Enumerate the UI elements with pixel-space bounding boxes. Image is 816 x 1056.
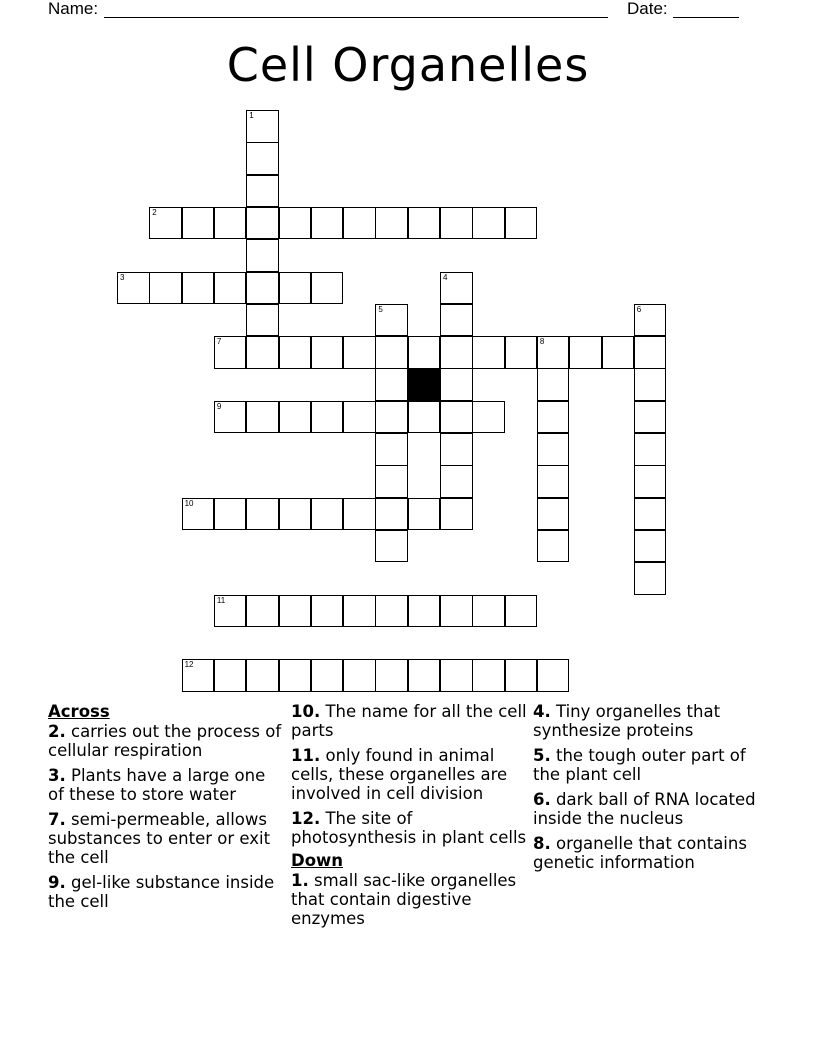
clue-item xyxy=(533,834,773,872)
clue-item-text: the tough outer part of the plant cell xyxy=(533,746,746,784)
grid-cell[interactable] xyxy=(440,207,473,240)
grid-cell[interactable] xyxy=(505,595,538,628)
grid-cell[interactable] xyxy=(182,272,215,305)
clue-item xyxy=(533,746,773,784)
grid-cell[interactable] xyxy=(246,175,279,208)
clue-number: 9 xyxy=(216,401,222,411)
clue-item-number: 11. xyxy=(291,746,321,765)
page-title: Cell Organelles xyxy=(226,38,590,92)
clue-number: 12 xyxy=(184,660,194,670)
grid-cell[interactable] xyxy=(634,562,667,595)
grid-cell[interactable] xyxy=(246,207,279,240)
grid-cell[interactable] xyxy=(537,336,570,369)
clue-item xyxy=(48,873,284,911)
grid-cell[interactable] xyxy=(634,465,667,498)
grid-cell[interactable] xyxy=(408,498,441,531)
clue-item xyxy=(48,810,284,867)
clue-item-text: Tiny organelles that synthesize proteins xyxy=(533,702,721,740)
grid-cell[interactable] xyxy=(408,336,441,369)
grid-cell[interactable] xyxy=(343,336,376,369)
clue-item xyxy=(291,746,527,803)
grid-cell[interactable] xyxy=(472,336,505,369)
grid-cell[interactable] xyxy=(440,595,473,628)
grid-cell[interactable] xyxy=(279,659,312,692)
clue-item xyxy=(533,702,773,740)
clues-column-2 xyxy=(291,702,527,934)
name-label: Name: xyxy=(48,0,99,18)
clue-number: 5 xyxy=(378,304,383,314)
grid-cell[interactable] xyxy=(440,659,473,692)
grid-cell[interactable] xyxy=(279,401,312,434)
clue-item-text: carries out the process of cellular respiration xyxy=(48,722,282,760)
grid-cell[interactable] xyxy=(311,595,344,628)
grid-cell[interactable] xyxy=(246,336,279,369)
grid-cell[interactable] xyxy=(311,401,344,434)
grid-cell[interactable] xyxy=(279,336,312,369)
grid-cell[interactable] xyxy=(472,659,505,692)
clue-item-text: The site of photosynthesis in plant cells xyxy=(291,809,527,847)
grid-cell[interactable] xyxy=(246,659,279,692)
clues-column-1 xyxy=(48,702,284,917)
clue-number: 6 xyxy=(636,304,642,314)
clue-item-number: 7. xyxy=(48,810,66,829)
clue-item-number: 12. xyxy=(291,809,321,828)
grid-cell[interactable] xyxy=(117,272,150,305)
grid-cell[interactable] xyxy=(440,433,473,466)
grid-cell[interactable] xyxy=(537,498,570,531)
grid-cell[interactable] xyxy=(472,207,505,240)
grid-cell[interactable] xyxy=(246,401,279,434)
grid-cell[interactable] xyxy=(279,498,312,531)
clue-item-text: semi-permeable, allows substances to enter or exit the cell xyxy=(48,810,271,867)
grid-cell[interactable] xyxy=(343,659,376,692)
grid-cell[interactable] xyxy=(375,498,408,531)
grid-cell[interactable] xyxy=(537,659,570,692)
grid-cell[interactable] xyxy=(311,659,344,692)
grid-cell[interactable] xyxy=(182,498,215,531)
clue-item-number: 8. xyxy=(533,834,551,853)
grid-cell[interactable] xyxy=(408,401,441,434)
grid-cell[interactable] xyxy=(182,659,215,692)
clue-item xyxy=(48,766,284,804)
clue-item-text: small sac-like organelles that contain digestive enzymes xyxy=(291,871,517,928)
clue-item xyxy=(533,790,773,828)
clue-number: 3 xyxy=(120,272,125,282)
grid-cell[interactable] xyxy=(311,272,344,305)
grid-cell[interactable] xyxy=(214,659,247,692)
grid-cell[interactable] xyxy=(440,465,473,498)
down-clue-list xyxy=(291,871,527,928)
clue-number: 8 xyxy=(539,337,545,347)
grid-cell[interactable] xyxy=(214,207,247,240)
grid-cell[interactable] xyxy=(440,272,473,305)
grid-cell[interactable] xyxy=(311,498,344,531)
grid-cell[interactable] xyxy=(440,336,473,369)
clue-item-text: organelle that contains genetic information xyxy=(533,834,747,872)
clue-number: 10 xyxy=(184,498,194,508)
clue-item-text: only found in animal cells, these organelles are involved in cell division xyxy=(291,746,508,803)
grid-cell[interactable] xyxy=(343,595,376,628)
across-heading: Across xyxy=(48,702,110,721)
grid-cell[interactable] xyxy=(537,465,570,498)
clue-number: 1 xyxy=(249,111,254,120)
grid-cell[interactable] xyxy=(375,465,408,498)
grid-cell[interactable] xyxy=(408,595,441,628)
grid-cell[interactable] xyxy=(440,401,473,434)
grid-cell[interactable] xyxy=(214,595,247,628)
clue-item-text: gel-like substance inside the cell xyxy=(48,873,275,911)
grid-cell[interactable] xyxy=(343,401,376,434)
clue-item-number: 10. xyxy=(291,702,321,721)
grid-cell[interactable] xyxy=(634,368,667,401)
grid-cell[interactable] xyxy=(472,595,505,628)
grid-cell[interactable] xyxy=(472,401,505,434)
clue-item-text: Plants have a large one of these to store water xyxy=(48,766,266,804)
grid-cell[interactable] xyxy=(375,401,408,434)
across-clue-list xyxy=(48,722,284,911)
clue-item xyxy=(291,871,527,928)
grid-cell[interactable] xyxy=(149,272,182,305)
clue-item xyxy=(291,702,527,740)
grid-cell[interactable] xyxy=(246,239,279,272)
grid-cell[interactable] xyxy=(375,336,408,369)
clue-item xyxy=(48,722,284,760)
grid-cell[interactable] xyxy=(375,595,408,628)
across-clue-list-continued xyxy=(291,702,527,847)
grid-cell[interactable] xyxy=(602,336,635,369)
grid-cell[interactable] xyxy=(634,498,667,531)
clue-item-number: 4. xyxy=(533,702,551,721)
grid-cell[interactable] xyxy=(246,142,279,175)
grid-cell[interactable] xyxy=(440,304,473,337)
grid-cell[interactable] xyxy=(375,659,408,692)
clue-number: 11 xyxy=(216,595,226,605)
grid-cell[interactable] xyxy=(311,336,344,369)
grid-cell[interactable] xyxy=(634,336,667,369)
grid-cell[interactable] xyxy=(634,304,667,337)
grid-cell[interactable] xyxy=(214,272,247,305)
grid-cell[interactable] xyxy=(569,336,602,369)
clue-item xyxy=(291,809,527,847)
grid-cell[interactable] xyxy=(214,401,247,434)
clue-number: 7 xyxy=(216,337,222,347)
grid-cell[interactable] xyxy=(537,401,570,434)
grid-cell[interactable] xyxy=(343,498,376,531)
grid-cell[interactable] xyxy=(279,595,312,628)
clues-column-3 xyxy=(533,702,773,878)
grid-cell[interactable] xyxy=(505,207,538,240)
clue-item-number: 2. xyxy=(48,722,66,741)
clue-item-number: 6. xyxy=(533,790,551,809)
grid-cell[interactable] xyxy=(537,368,570,401)
clue-item-number: 3. xyxy=(48,766,66,785)
grid-cell[interactable] xyxy=(634,433,667,466)
grid-cell[interactable] xyxy=(375,368,408,401)
grid-cell[interactable] xyxy=(246,110,279,143)
clue-item-number: 1. xyxy=(291,871,309,890)
grid-cell[interactable] xyxy=(408,659,441,692)
grid-cell[interactable] xyxy=(505,659,538,692)
grid-cell[interactable] xyxy=(537,530,570,563)
grid-cell[interactable] xyxy=(408,207,441,240)
grid-cell[interactable] xyxy=(246,272,279,305)
grid-cell[interactable] xyxy=(634,401,667,434)
down-clue-list-continued xyxy=(533,702,773,872)
clue-item-number: 9. xyxy=(48,873,66,892)
grid-cell[interactable] xyxy=(375,304,408,337)
grid-cell[interactable] xyxy=(440,498,473,531)
down-heading: Down xyxy=(291,851,344,870)
grid-cell[interactable] xyxy=(246,498,279,531)
grid-cell[interactable] xyxy=(149,207,182,240)
grid-cell[interactable] xyxy=(440,368,473,401)
clue-item-text: The name for all the cell parts xyxy=(291,702,527,740)
grid-cell[interactable] xyxy=(279,272,312,305)
grid-cell[interactable] xyxy=(214,336,247,369)
grid-cell[interactable] xyxy=(375,530,408,563)
clue-item-number: 5. xyxy=(533,746,551,765)
grid-cell[interactable] xyxy=(246,304,279,337)
grid-cell[interactable] xyxy=(375,433,408,466)
grid-cell[interactable] xyxy=(537,433,570,466)
clue-item-text: dark ball of RNA located inside the nucleus xyxy=(533,790,756,828)
grid-cell[interactable] xyxy=(634,530,667,563)
grid-cell[interactable] xyxy=(505,336,538,369)
grid-cell[interactable] xyxy=(311,207,344,240)
clue-number: 2 xyxy=(152,207,157,217)
clue-number: 4 xyxy=(443,272,448,282)
grid-cell[interactable] xyxy=(182,207,215,240)
black-block-cell xyxy=(408,368,441,401)
grid-cell[interactable] xyxy=(279,207,312,240)
grid-cell[interactable] xyxy=(246,595,279,628)
date-label: Date: xyxy=(627,0,668,18)
grid-cell[interactable] xyxy=(214,498,247,531)
grid-cell[interactable] xyxy=(343,207,376,240)
grid-cell[interactable] xyxy=(375,207,408,240)
